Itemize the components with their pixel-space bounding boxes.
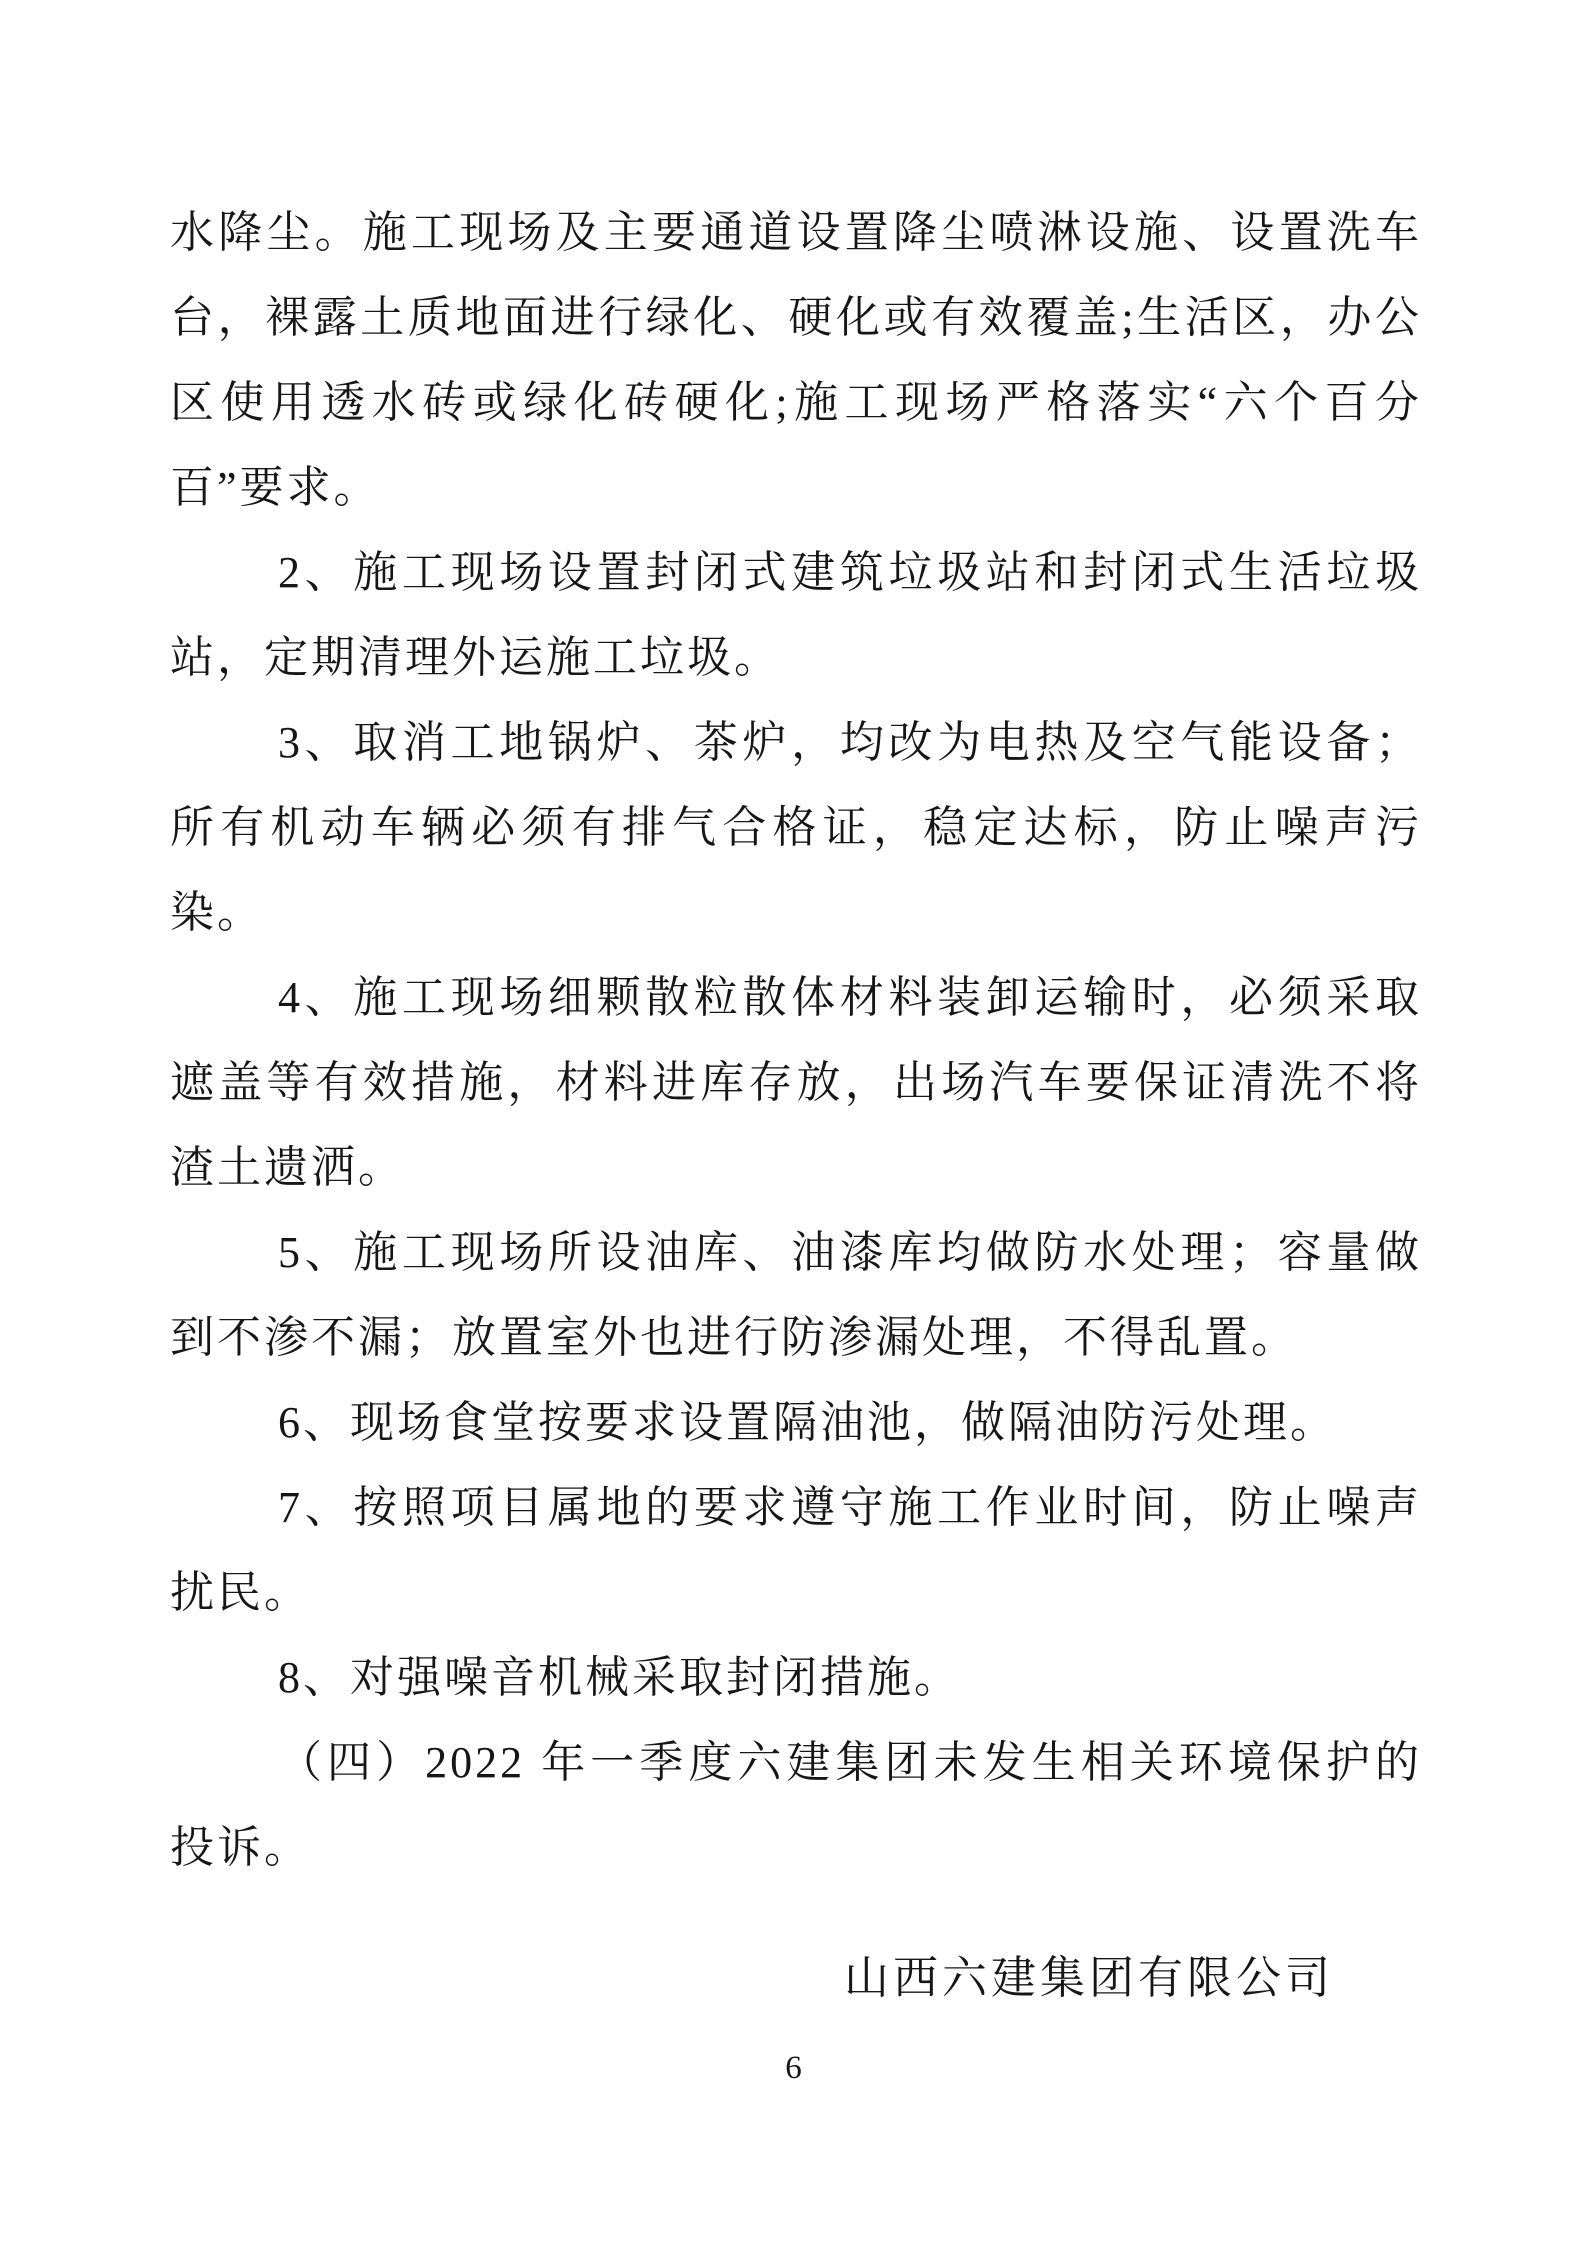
signature-company-name: 山西六建集团有限公司 (843, 1953, 1334, 2003)
paragraph: 4、施工现场细颗散粒散体材料装卸运输时，必须采取遮盖等有效措施，材料进库存放，出场汽车要保证清洗不将渣土遗洒。 (170, 973, 1422, 1192)
paragraph: 7、按照项目属地的要求遵守施工作业时间，防止噪声扰民。 (170, 1483, 1422, 1617)
paragraph: 水降尘。施工现场及主要通道设置降尘喷淋设施、设置洗车台，裸露土质地面进行绿化、硬化或有效覆盖;生活区，办公区使用透水砖或绿化砖硬化;施工现场严格落实“六个百分百”要求。 (170, 208, 1422, 512)
paragraph: 3、取消工地锅炉、茶炉，均改为电热及空气能设备；所有机动车辆必须有排气合格证，稳定达标，防止噪声污染。 (170, 718, 1422, 937)
paragraph: （四）2022 年一季度六建集团未发生相关环境保护的投诉。 (170, 1738, 1422, 1872)
document-body (170, 190, 1422, 1890)
paragraph: 2、施工现场设置封闭式建筑垃圾站和封闭式生活垃圾站，定期清理外运施工垃圾。 (170, 548, 1422, 682)
paragraph: 8、对强噪音机械采取封闭措施。 (278, 1653, 961, 1702)
paragraph: 5、施工现场所设油库、油漆库均做防水处理；容量做到不渗不漏；放置室外也进行防渗漏处理，不得乱置。 (170, 1228, 1422, 1362)
page-number: 6 (785, 2050, 802, 2086)
paragraph: 6、现场食堂按要求设置隔油池，做隔油防污处理。 (278, 1398, 1337, 1447)
